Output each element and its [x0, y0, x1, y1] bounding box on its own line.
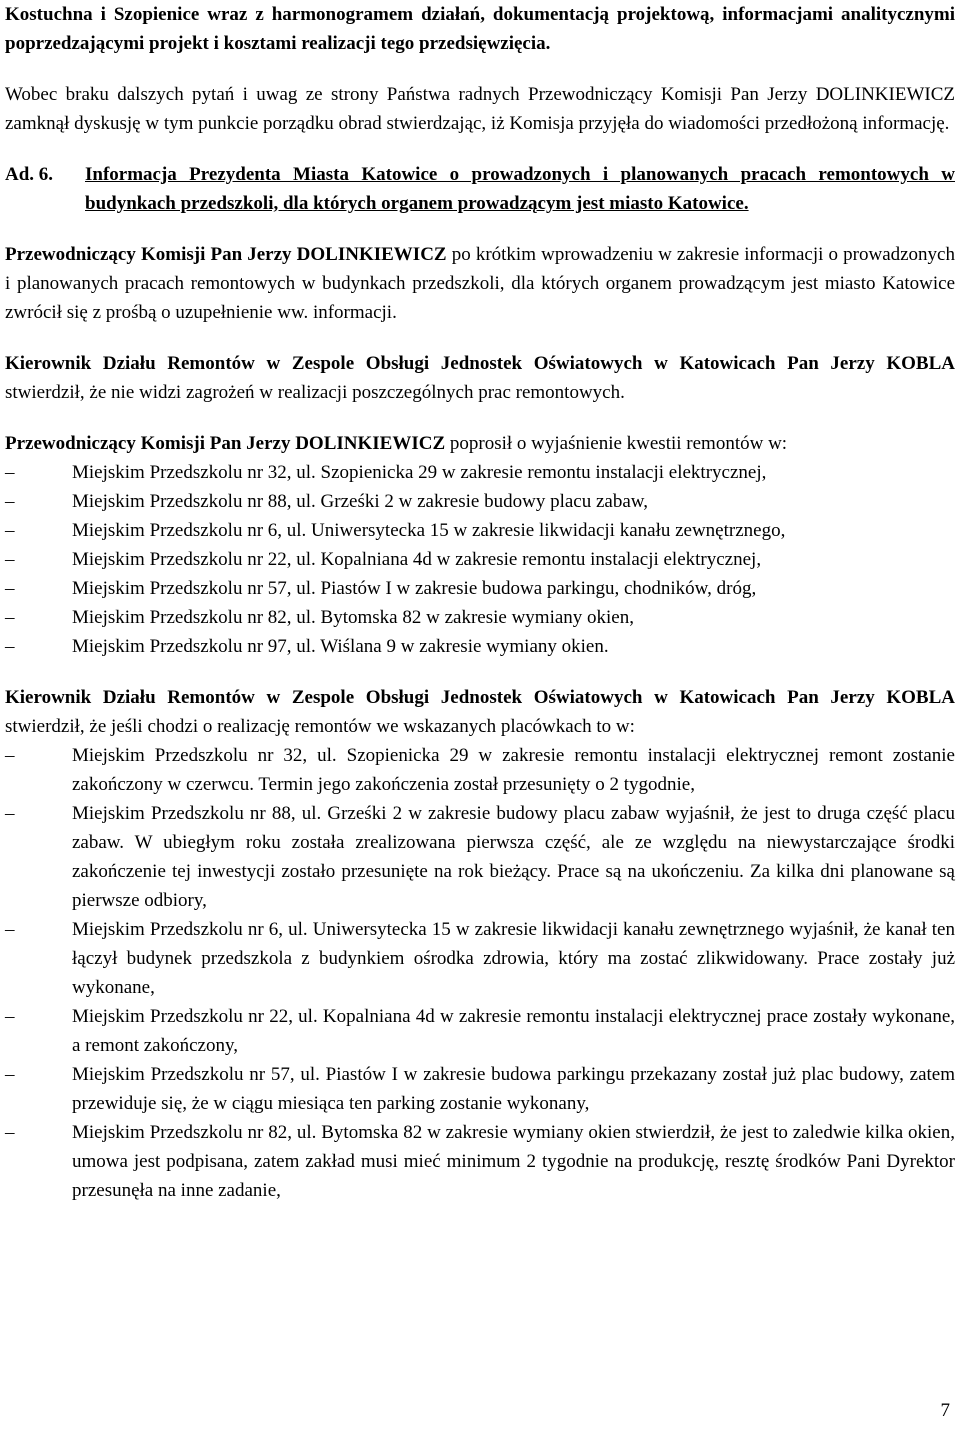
- closing-paragraph: Wobec braku dalszych pytań i uwag ze strony Państwa radnych Przewodniczący Komisji Pan Jerzy DOLINKIEWICZ zamknął dyskusję w tym punkcie porządku obrad stwierdzając, iż Komisja przyjęła do wiadomości przedłożoną informację.: [5, 84, 955, 134]
- paragraph-text: po krótkim wprowadzeniu w zakresie informacji o prowadzonych i planowanych pracach remontowych w budynkach przedszkoli, dla których organem prowadzącym jest miasto Katowice zwrócił się z prośbą o uzupełnienie ww. informacji.: [5, 244, 955, 323]
- intro-paragraph: Kostuchna i Szopienice wraz z harmonogramem działań, dokumentacją projektową, informacjami analitycznymi poprzedzającymi projekt i kosztami realizacji tego przedsięwzięcia.: [5, 4, 955, 54]
- dash-bullet: –: [5, 636, 15, 657]
- dash-bullet: –: [5, 745, 15, 766]
- list-item: [5, 458, 955, 487]
- paragraph-text: poprosił o wyjaśnienie kwestii remontów w:: [445, 433, 788, 454]
- list-item: [5, 603, 955, 632]
- spacer: [5, 327, 955, 349]
- list-item-text: Miejskim Przedszkolu nr 57, ul. Piastów I w zakresie budowa parkingu, chodników, dróg,: [72, 578, 757, 599]
- list-item-text: Miejskim Przedszkolu nr 88, ul. Grześki 2 w zakresie budowy placu zabaw wyjaśnił, że jest to druga część placu zabaw. W ubiegłym roku została zrealizowana pierwsza część, ale ze względu na niewystarczające środki zakończenie tej inwestycji zostało przesunięte na rok bieżący. Prace są na ukończeniu. Za kilka dni planowane są pierwsze odbiory,: [72, 803, 955, 911]
- spacer: [5, 661, 955, 683]
- list-item-text: Miejskim Przedszkolu nr 97, ul. Wiślana 9 w zakresie wymiany okien.: [72, 636, 609, 657]
- list-item: [5, 1118, 955, 1205]
- spacer: [5, 218, 955, 240]
- list-item-text: Miejskim Przedszkolu nr 82, ul. Bytomska 82 w zakresie wymiany okien,: [72, 607, 634, 628]
- list-item: [5, 487, 955, 516]
- dash-bullet: –: [5, 607, 15, 628]
- spacer: [5, 58, 955, 80]
- speaker-name: Przewodniczący Komisji Pan Jerzy DOLINKIEWICZ: [5, 244, 447, 265]
- dash-bullet: –: [5, 803, 15, 824]
- dash-bullet: –: [5, 1122, 15, 1143]
- dash-bullet: –: [5, 919, 15, 940]
- list-item: [5, 915, 955, 1002]
- list-item: [5, 545, 955, 574]
- paragraph-text: stwierdził, że nie widzi zagrożeń w realizacji poszczególnych prac remontowych.: [5, 382, 625, 403]
- list-item-text: Miejskim Przedszkolu nr 82, ul. Bytomska 82 w zakresie wymiany okien stwierdził, że jest to zaledwie kilka okien, umowa jest podpisana, zatem zakład musi mieć minimum 2 tygodnie na produkcję, resztę środków Pani Dyrektor przesunęła na inne zadanie,: [72, 1122, 955, 1201]
- dash-bullet: –: [5, 462, 15, 483]
- chairman-question-paragraph: [5, 429, 955, 458]
- kobla-statement-paragraph: [5, 349, 955, 407]
- list-item: [5, 1060, 955, 1118]
- spacer: [5, 407, 955, 429]
- dash-bullet: –: [5, 1006, 15, 1027]
- list-item-text: Miejskim Przedszkolu nr 22, ul. Kopalniana 4d w zakresie remontu instalacji elektrycznej prace zostały wykonane, a remont zakończony,: [72, 1006, 955, 1056]
- question-list: [5, 458, 955, 661]
- speaker-name: Kierownik Działu Remontów w Zespole Obsługi Jednostek Oświatowych w Katowicach Pan Jerzy KOBLA: [5, 353, 955, 374]
- list-item-text: Miejskim Przedszkolu nr 32, ul. Szopienicka 29 w zakresie remontu instalacji elektrycznej remont zostanie zakończony w czerwcu. Termin jego zakończenia został przesunięty o 2 tygodnie,: [72, 745, 955, 795]
- dash-bullet: –: [5, 1064, 15, 1085]
- agenda-item-heading: [5, 160, 955, 218]
- spacer: [5, 138, 955, 160]
- agenda-item-number: Ad. 6.: [5, 164, 54, 185]
- answer-list: [5, 741, 955, 1205]
- list-item: [5, 516, 955, 545]
- list-item-text: Miejskim Przedszkolu nr 88, ul. Grześki 2 w zakresie budowy placu zabaw,: [72, 491, 649, 512]
- document-page: [5, 0, 955, 1205]
- page-number: 7: [940, 1400, 950, 1421]
- chairman-intro-paragraph: [5, 240, 955, 327]
- list-item: [5, 1002, 955, 1060]
- dash-bullet: –: [5, 578, 15, 599]
- list-item: [5, 799, 955, 915]
- list-item: [5, 574, 955, 603]
- list-item-text: Miejskim Przedszkolu nr 6, ul. Uniwersytecka 15 w zakresie likwidacji kanału zewnętrznego wyjaśnił, że kanał ten łączył budynek przedszkola z budynkiem ośrodka zdrowia, który ma zostać zlikwidowany. Prace zostały już wykonane,: [72, 919, 955, 998]
- paragraph-text: stwierdził, że jeśli chodzi o realizację remontów we wskazanych placówkach to w:: [5, 716, 635, 737]
- list-item-text: Miejskim Przedszkolu nr 57, ul. Piastów I w zakresie budowa parkingu przekazany został już plac budowy, zatem przewiduje się, że w ciągu miesiąca ten parking zostanie wykonany,: [72, 1064, 955, 1114]
- list-item-text: Miejskim Przedszkolu nr 22, ul. Kopalniana 4d w zakresie remontu instalacji elektrycznej,: [72, 549, 762, 570]
- dash-bullet: –: [5, 520, 15, 541]
- list-item-text: Miejskim Przedszkolu nr 32, ul. Szopienicka 29 w zakresie remontu instalacji elektrycznej,: [72, 462, 767, 483]
- agenda-item-title: Informacja Prezydenta Miasta Katowice o prowadzonych i planowanych pracach remontowych w budynkach przedszkoli, dla których organem prowadzącym jest miasto Katowice.: [85, 164, 955, 214]
- list-item: [5, 741, 955, 799]
- dash-bullet: –: [5, 549, 15, 570]
- speaker-name: Kierownik Działu Remontów w Zespole Obsługi Jednostek Oświatowych w Katowicach Pan Jerzy KOBLA: [5, 687, 955, 708]
- list-item-text: Miejskim Przedszkolu nr 6, ul. Uniwersytecka 15 w zakresie likwidacji kanału zewnętrznego,: [72, 520, 786, 541]
- kobla-answer-paragraph: [5, 683, 955, 741]
- dash-bullet: –: [5, 491, 15, 512]
- speaker-name: Przewodniczący Komisji Pan Jerzy DOLINKIEWICZ: [5, 433, 446, 454]
- list-item: [5, 632, 955, 661]
